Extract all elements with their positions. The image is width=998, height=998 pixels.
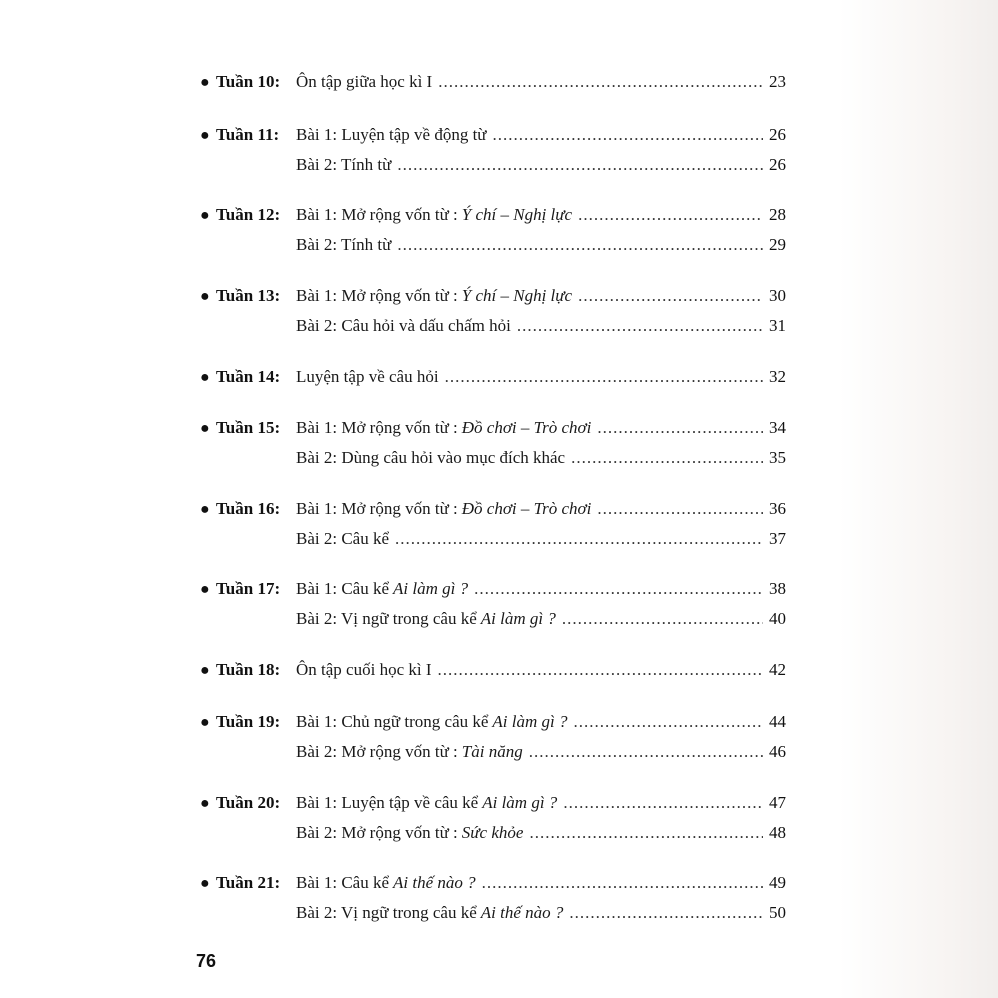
dot-leader	[529, 738, 763, 766]
toc-entry	[200, 656, 786, 684]
toc-topic-italic: Ý chí – Nghị lực	[461, 205, 573, 224]
dot-leader	[493, 121, 763, 149]
dot-leader	[562, 605, 763, 633]
dot-leader	[517, 312, 763, 340]
toc-lesson-title: Ôn tập giữa học kì I	[296, 72, 433, 91]
toc-page-number: 26	[769, 125, 786, 144]
toc-topic-italic: Ai làm gì ?	[492, 712, 568, 731]
toc-topic-italic: Ai làm gì ?	[482, 793, 558, 812]
toc-entry	[200, 495, 786, 523]
toc-week-label: Tuần 20:	[216, 793, 281, 812]
toc-week-label: Tuần 12:	[216, 205, 281, 224]
toc-lesson-title: Luyện tập về câu hỏi	[296, 367, 439, 386]
toc-entry	[200, 68, 786, 96]
toc-week-label: Tuần 15:	[216, 418, 281, 437]
toc-entry	[200, 363, 786, 391]
toc-entry	[200, 201, 786, 229]
toc-entry	[200, 708, 786, 736]
dot-leader	[482, 869, 763, 897]
toc-entry	[200, 789, 786, 817]
toc-lesson-title: Bài 2: Câu hỏi và dấu chấm hỏi	[296, 316, 511, 335]
toc-page-number: 35	[769, 448, 786, 467]
toc-page-number: 49	[769, 873, 786, 892]
bullet-icon: ●	[200, 127, 210, 144]
toc-week-label: Tuần 19:	[216, 712, 281, 731]
toc-page-number: 32	[769, 367, 786, 386]
toc-entry	[200, 121, 786, 149]
bullet-icon: ●	[200, 207, 210, 224]
toc-lesson-title: Ôn tập cuối học kì I	[296, 660, 432, 679]
toc-lesson-title: Bài 1: Mở rộng vốn từ :	[296, 499, 458, 518]
toc-week-label: Tuần 18:	[216, 660, 281, 679]
bullet-icon: ●	[200, 714, 210, 731]
dot-leader	[529, 819, 763, 847]
toc-entry	[200, 312, 786, 340]
toc-page-number: 38	[769, 579, 786, 598]
bullet-icon: ●	[200, 501, 210, 518]
toc-lesson-title: Bài 2: Vị ngữ trong câu kể	[296, 903, 477, 922]
dot-leader	[578, 201, 763, 229]
toc-page-number: 28	[769, 205, 786, 224]
toc-entry	[200, 819, 786, 847]
toc-topic-italic: Sức khỏe	[461, 823, 524, 842]
toc-lesson-title: Bài 1: Mở rộng vốn từ :	[296, 205, 458, 224]
dot-leader	[569, 899, 763, 927]
bullet-icon: ●	[200, 369, 210, 386]
bullet-icon: ●	[200, 795, 210, 812]
toc-page-number: 42	[769, 660, 786, 679]
toc-week-label: Tuần 13:	[216, 286, 281, 305]
toc-week-label: Tuần 17:	[216, 579, 281, 598]
toc-entry	[200, 869, 786, 897]
toc-page-number: 46	[769, 742, 786, 761]
toc-page-number: 40	[769, 609, 786, 628]
bullet-icon: ●	[200, 662, 210, 679]
bullet-icon: ●	[200, 875, 210, 892]
toc-entry	[200, 151, 786, 179]
toc-lesson-title: Bài 1: Luyện tập về câu kể	[296, 793, 479, 812]
bullet-icon: ●	[200, 288, 210, 305]
toc-lesson-title: Bài 2: Vị ngữ trong câu kể	[296, 609, 477, 628]
toc-page-number: 26	[769, 155, 786, 174]
toc-entry	[200, 414, 786, 442]
toc-lesson-title: Bài 1: Chủ ngữ trong câu kể	[296, 712, 489, 731]
toc-page-number: 23	[769, 72, 786, 91]
toc-entry	[200, 575, 786, 603]
toc-entry	[200, 444, 786, 472]
toc-page-number: 36	[769, 499, 786, 518]
toc-lesson-title: Bài 1: Luyện tập về động từ	[296, 125, 487, 144]
dot-leader	[397, 231, 763, 259]
bullet-icon: ●	[200, 581, 210, 598]
toc-week-label: Tuần 16:	[216, 499, 281, 518]
toc-page-number: 31	[769, 316, 786, 335]
dot-leader	[474, 575, 763, 603]
toc-week-label: Tuần 21:	[216, 873, 281, 892]
toc-topic-italic: Ai thế nào ?	[393, 873, 476, 892]
bullet-icon: ●	[200, 74, 210, 91]
bullet-icon: ●	[200, 420, 210, 437]
toc-lesson-title: Bài 2: Mở rộng vốn từ :	[296, 742, 458, 761]
toc-lesson-title: Bài 2: Dùng câu hỏi vào mục đích khác	[296, 448, 566, 467]
toc-topic-italic: Ý chí – Nghị lực	[461, 286, 573, 305]
dot-leader	[597, 495, 763, 523]
toc-lesson-title: Bài 1: Mở rộng vốn từ :	[296, 418, 458, 437]
toc-page-number: 30	[769, 286, 786, 305]
toc-page-number: 34	[769, 418, 786, 437]
dot-leader	[578, 282, 763, 310]
toc-lesson-title: Bài 1: Mở rộng vốn từ :	[296, 286, 458, 305]
toc-topic-italic: Tài năng	[461, 742, 523, 761]
toc-week-label: Tuần 14:	[216, 367, 281, 386]
toc-topic-italic: Đồ chơi – Trò chơi	[461, 418, 592, 437]
toc-entry	[200, 605, 786, 633]
dot-leader	[438, 656, 764, 684]
toc-entry	[200, 282, 786, 310]
toc-entry	[200, 525, 786, 553]
toc-topic-italic: Ai thế nào ?	[480, 903, 564, 922]
toc-entry	[200, 231, 786, 259]
dot-leader	[438, 68, 763, 96]
toc-page-number: 44	[769, 712, 786, 731]
toc-week-label: Tuần 11:	[216, 125, 280, 144]
toc-entry	[200, 899, 786, 927]
dot-leader	[574, 708, 764, 736]
dot-leader	[563, 789, 763, 817]
toc-topic-italic: Ai làm gì ?	[393, 579, 469, 598]
dot-leader	[571, 444, 763, 472]
toc-page-number: 29	[769, 235, 786, 254]
page-number: 76	[196, 951, 217, 971]
dot-leader	[597, 414, 763, 442]
dot-leader	[395, 525, 763, 553]
toc-entry	[200, 738, 786, 766]
dot-leader	[397, 151, 763, 179]
toc-lesson-title: Bài 2: Mở rộng vốn từ :	[296, 823, 458, 842]
toc-page-number: 48	[769, 823, 786, 842]
toc-lesson-title: Bài 2: Tính từ	[296, 235, 392, 254]
dot-leader	[445, 363, 763, 391]
toc-page-number: 50	[769, 903, 786, 922]
toc-topic-italic: Ai làm gì ?	[480, 609, 556, 628]
toc-topic-italic: Đồ chơi – Trò chơi	[461, 499, 592, 518]
toc-lesson-title: Bài 2: Tính từ	[296, 155, 392, 174]
toc-lesson-title: Bài 1: Câu kể	[296, 873, 390, 892]
toc-lesson-title: Bài 1: Câu kể	[296, 579, 390, 598]
toc-page-number: 37	[769, 529, 786, 548]
toc-page-number: 47	[769, 793, 786, 812]
toc-week-label: Tuần 10:	[216, 72, 281, 91]
toc-lesson-title: Bài 2: Câu kể	[296, 529, 390, 548]
